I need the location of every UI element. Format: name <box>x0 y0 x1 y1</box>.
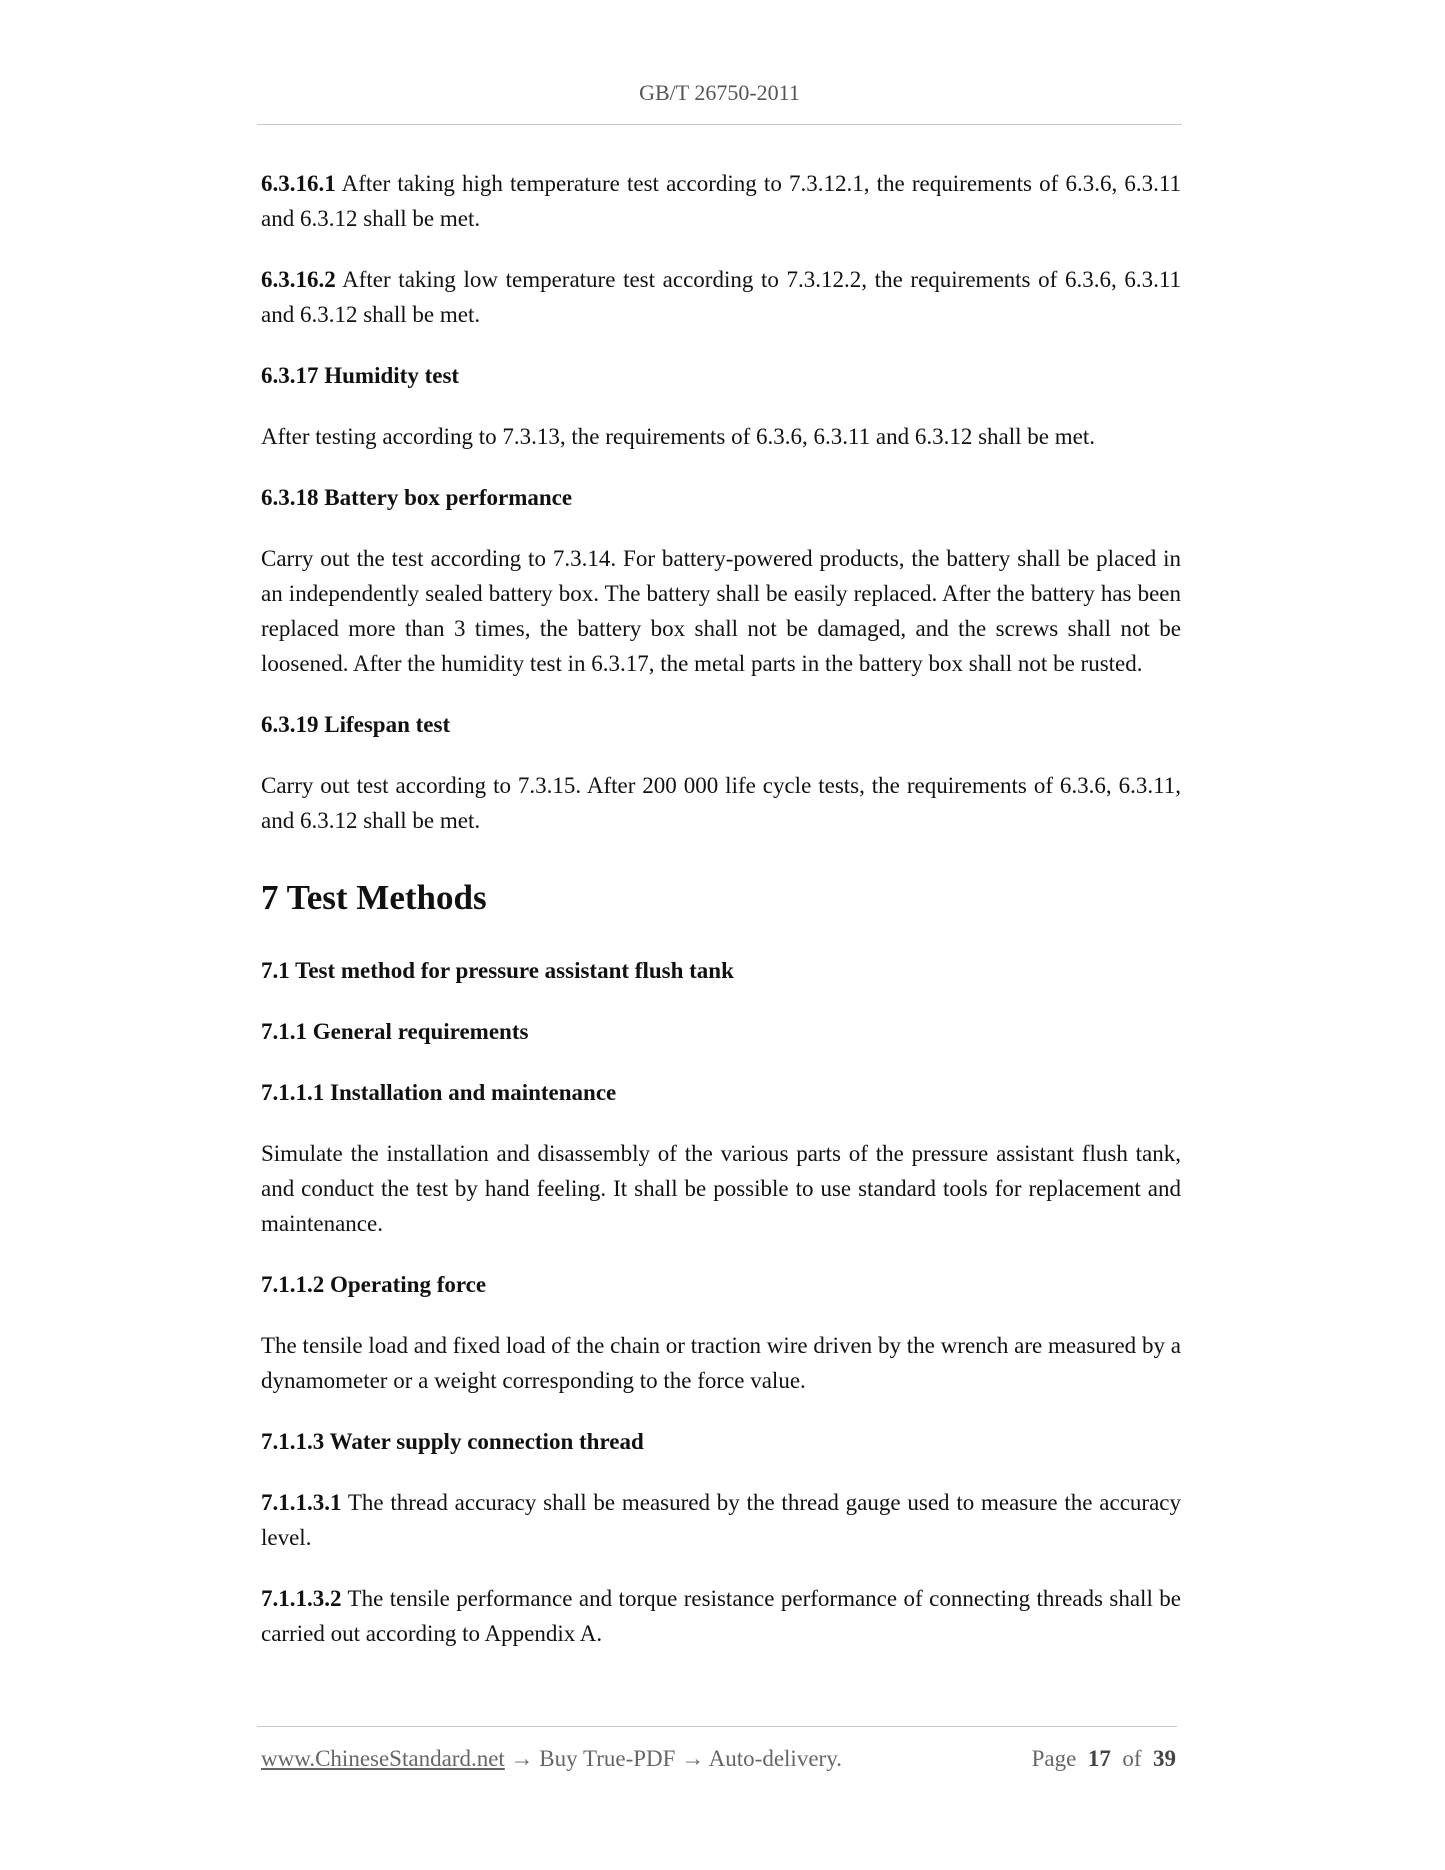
clause-7-1-1-3-1 <box>261 1485 1181 1555</box>
header-divider <box>257 124 1182 125</box>
heading-6-3-19: 6.3.19 Lifespan test <box>261 712 451 737</box>
page-current: 17 <box>1087 1746 1111 1771</box>
clause-text: The tensile performance and torque resistance performance of connecting threads shall be carried out according to Appendix A. <box>261 1586 1181 1646</box>
clause-text: The thread accuracy shall be measured by the thread gauge used to measure the accuracy level. <box>261 1490 1181 1550</box>
running-header: GB/T 26750-2011 <box>639 80 800 105</box>
clause-6-3-16-2 <box>261 262 1181 332</box>
paragraph-7-1-1-2: The tensile load and fixed load of the chain or traction wire driven by the wrench are measured by a dynamometer or a weight corresponding to the force value. <box>261 1333 1181 1393</box>
paragraph-6-3-18: Carry out the test according to 7.3.14. For battery-powered products, the battery shall be placed in an independently sealed battery box. The battery shall be easily replaced. After the battery has been replaced more than 3 times, the battery box shall not be damaged, and the screws shall not be loosened. After the humidity test in 6.3.17, the metal parts in the battery box shall not be rusted. <box>261 546 1181 676</box>
page-label: Page <box>1031 1746 1077 1771</box>
page-indicator <box>1032 1744 1176 1774</box>
heading-7-1-1: 7.1.1 General requirements <box>261 1019 529 1044</box>
page-footer <box>261 1744 1176 1774</box>
page-of: of <box>1122 1746 1142 1771</box>
clause-number: 6.3.16.2 <box>261 267 336 292</box>
site-link[interactable]: www.ChineseStandard.net <box>261 1746 505 1771</box>
paragraph-7-1-1-1: Simulate the installation and disassembly of the various parts of the pressure assistant flush tank, and conduct the test by hand feeling. It shall be possible to use standard tools for replacement and maintenance. <box>261 1141 1181 1236</box>
heading-7-1-1-1: 7.1.1.1 Installation and maintenance <box>261 1080 617 1105</box>
buy-text: Buy True-PDF <box>539 1746 682 1771</box>
heading-6-3-18: 6.3.18 Battery box performance <box>261 485 573 510</box>
clause-7-1-1-3-2 <box>261 1581 1181 1651</box>
clause-6-3-16-1 <box>261 166 1181 236</box>
arrow-right-icon: → <box>510 1746 534 1771</box>
heading-7-1-1-2: 7.1.1.2 Operating force <box>261 1272 487 1297</box>
heading-7-1-1-3: 7.1.1.3 Water supply connection thread <box>261 1429 644 1454</box>
clause-number: 7.1.1.3.1 <box>261 1490 342 1515</box>
chapter-heading-7: 7 Test Methods <box>261 878 487 917</box>
clause-number: 7.1.1.3.2 <box>261 1586 342 1611</box>
arrow-right-icon: → <box>681 1746 705 1771</box>
clause-text: After taking low temperature test according to 7.3.12.2, the requirements of 6.3.6, 6.3.11 and 6.3.12 shall be met. <box>261 267 1181 327</box>
delivery-text: Auto-delivery. <box>708 1746 842 1771</box>
document-body <box>261 166 1181 1677</box>
page-total: 39 <box>1153 1746 1176 1771</box>
footer-divider <box>257 1726 1177 1727</box>
paragraph-6-3-19: Carry out test according to 7.3.15. After 200 000 life cycle tests, the requirements of 6.3.6, 6.3.11, and 6.3.12 shall be met. <box>261 773 1181 833</box>
clause-text: After taking high temperature test according to 7.3.12.1, the requirements of 6.3.6, 6.3.11 and 6.3.12 shall be met. <box>261 171 1181 231</box>
clause-number: 6.3.16.1 <box>261 171 336 196</box>
paragraph-6-3-17: After testing according to 7.3.13, the requirements of 6.3.6, 6.3.11 and 6.3.12 shall be met. <box>261 424 1095 449</box>
heading-6-3-17: 6.3.17 Humidity test <box>261 363 460 388</box>
heading-7-1: 7.1 Test method for pressure assistant flush tank <box>261 958 734 983</box>
